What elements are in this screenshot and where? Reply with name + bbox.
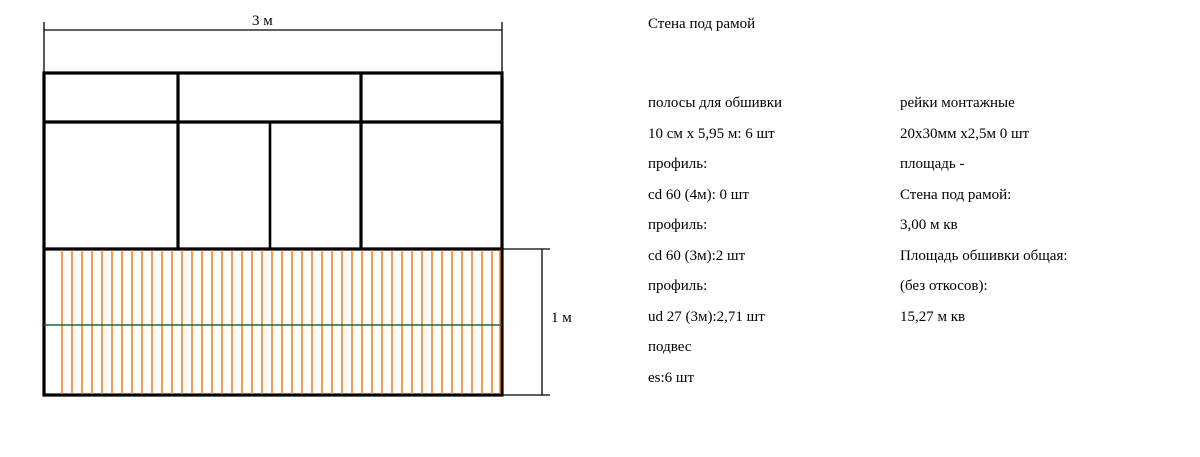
spec-line: 20х30мм х2,5м 0 шт bbox=[900, 125, 1030, 142]
frame-grid bbox=[44, 73, 502, 249]
panel-title: Стена под рамой bbox=[648, 16, 756, 32]
spec-line: полосы для обшивки bbox=[648, 95, 783, 111]
spec-line: (без откосов): bbox=[900, 278, 988, 294]
spec-line: рейки монтажные bbox=[900, 95, 1015, 111]
materials-right-column bbox=[900, 88, 1190, 332]
spec-line: cd 60 (3м):2 шт bbox=[648, 247, 746, 264]
spec-line: площадь - bbox=[900, 156, 965, 172]
spec-line: Площадь обшивки общая: bbox=[900, 247, 1068, 264]
spec-line: профиль: bbox=[648, 217, 708, 233]
height-dimension bbox=[502, 249, 550, 395]
spec-line: профиль: bbox=[648, 156, 708, 172]
spec-line: 3,00 м кв bbox=[900, 217, 958, 233]
spec-line: ud 27 (3м):2,71 шт bbox=[648, 308, 765, 325]
spec-line: 15,27 м кв bbox=[900, 308, 966, 325]
spec-line: профиль: bbox=[648, 278, 708, 294]
cladding-strips bbox=[62, 250, 500, 394]
spec-line: es:6 шт bbox=[648, 369, 695, 386]
specification-panel bbox=[640, 0, 1200, 457]
spec-line: подвес bbox=[648, 339, 692, 355]
height-dimension-label: 1 м bbox=[551, 310, 572, 326]
spec-line: 10 см х 5,95 м: 6 шт bbox=[648, 125, 775, 142]
spec-line: Стена под рамой: bbox=[900, 186, 1012, 203]
spec-line: cd 60 (4м): 0 шт bbox=[648, 186, 749, 203]
width-dimension-label: 3 м bbox=[252, 13, 273, 29]
materials-left-column bbox=[648, 88, 898, 393]
width-dimension bbox=[44, 22, 502, 76]
